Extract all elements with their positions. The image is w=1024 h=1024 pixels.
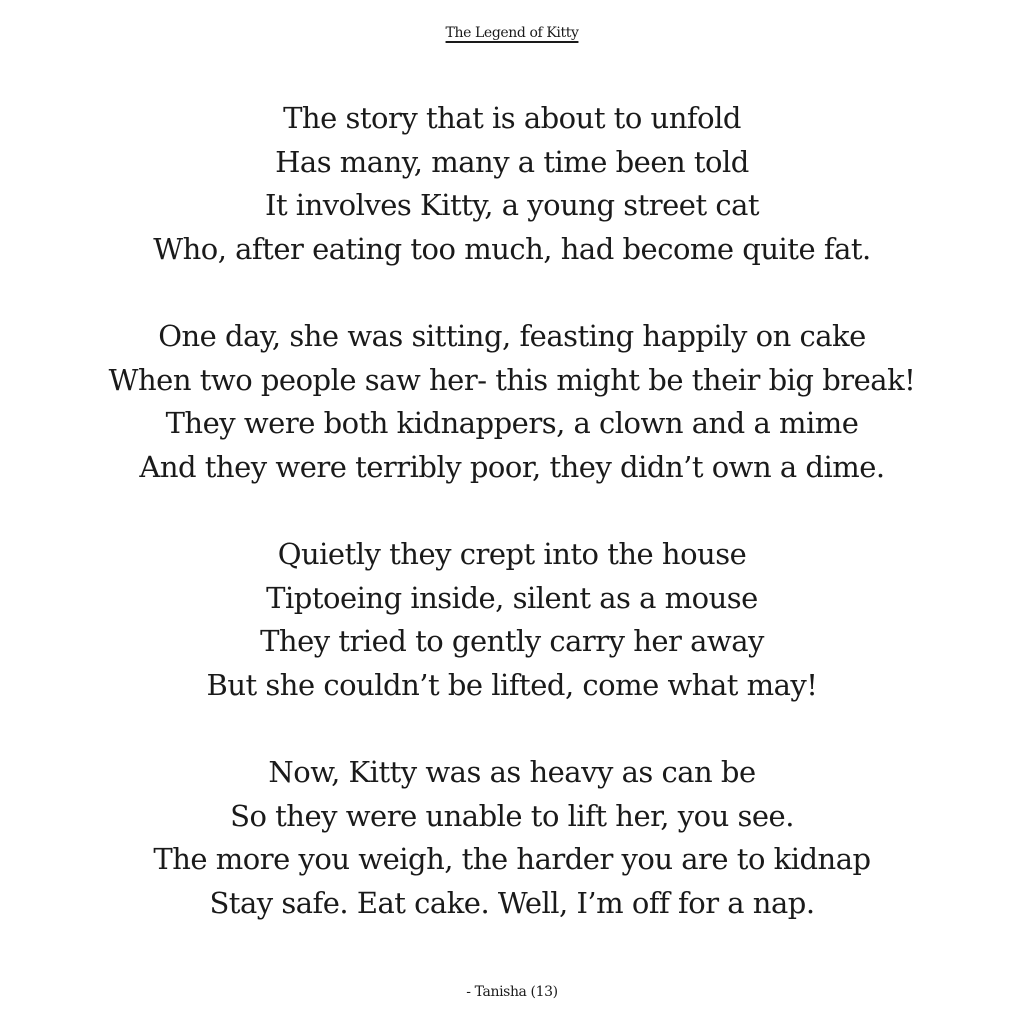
poem-line: And they were terribly poor, they didn’t own a dime. xyxy=(139,449,885,484)
poem-line: Stay safe. Eat cake. Well, I’m off for a nap. xyxy=(209,885,815,920)
poem-line: So they were unable to lift her, you see. xyxy=(230,798,794,833)
poem-line: Who, after eating too much, had become quite fat. xyxy=(153,231,871,266)
stanza-1 xyxy=(0,97,1024,271)
poem-author: - Tanisha (13) xyxy=(466,984,558,1000)
poem-line: The story that is about to unfold xyxy=(283,101,741,135)
poem-line: Now, Kitty was as heavy as can be xyxy=(268,755,756,789)
poem-line: One day, she was sitting, feasting happily on cake xyxy=(158,319,866,353)
poem-line: But she couldn’t be lifted, come what may! xyxy=(206,667,818,702)
poem-line: They tried to gently carry her away xyxy=(260,624,764,659)
stanza-2 xyxy=(0,315,1024,489)
poem-line: The more you weigh, the harder you are to kidnap xyxy=(153,842,871,877)
poem-line: Quietly they crept into the house xyxy=(277,537,747,571)
stanza-4 xyxy=(0,751,1024,925)
poem-line: When two people saw her- this might be their big break! xyxy=(108,362,916,397)
poem-line: It involves Kitty, a young street cat xyxy=(264,188,760,223)
poem-line: Has many, many a time been told xyxy=(275,144,749,179)
poem-title: The Legend of Kitty xyxy=(445,25,579,41)
poem-line: They were both kidnappers, a clown and a mime xyxy=(165,406,859,441)
stanza-3 xyxy=(0,533,1024,707)
poem-line: Tiptoeing inside, silent as a mouse xyxy=(266,580,758,615)
